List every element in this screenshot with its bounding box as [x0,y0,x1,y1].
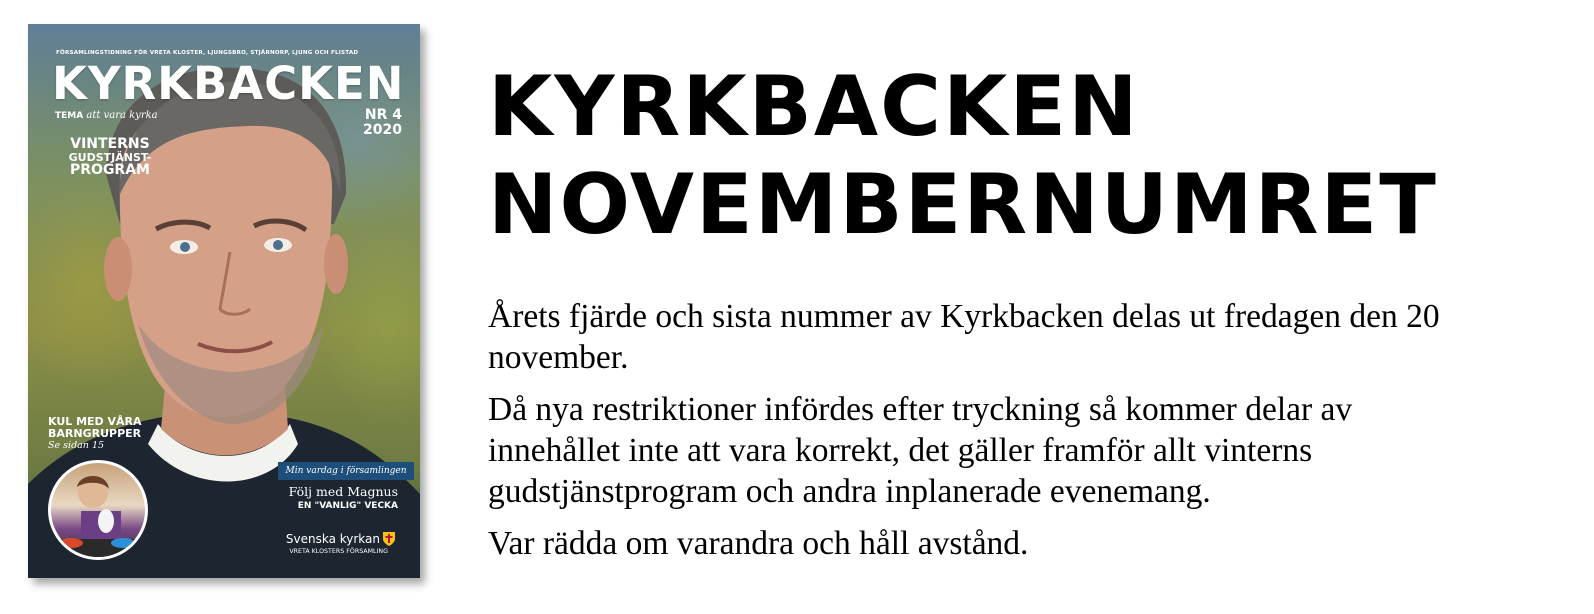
cover-feature-line2: GUDSTJÄNST- [68,151,152,164]
cover-theme-label: TEMA [55,111,84,121]
paragraph-delivery: Årets fjärde och sista nummer av Kyrkbacken delas ut fredagen den 20 november. [488,298,1440,376]
cover-brand-sub: VRETA KLOSTERS FÖRSAMLING [289,548,388,555]
headline-line2: NOVEMBERNUMRET [488,156,1438,253]
cover-kids-line1: KUL MED VÅRA [48,415,142,428]
cover-brand-name: Svenska kyrkan [285,532,380,546]
cover-theme-text: att vara kyrka [86,110,158,121]
headline-line1: KYRKBACKEN [488,58,1140,155]
cover-feature-line3: PROGRAM [70,162,150,178]
cover-kids-line2: BARNGRUPPER [48,427,142,440]
cover-kids-see: Se sidan 15 [48,440,105,451]
cover-week-text: EN "VANLIG" VECKA [297,501,398,511]
cover-issue-year: 2020 [363,122,402,138]
paragraph-greeting: Var rädda om varandra och håll avstånd. [488,525,1029,562]
magazine-cover [28,24,420,578]
cover-feature-kids [48,416,142,452]
cover-follow-text: Följ med Magnus [288,484,398,499]
cover-feature-winter-program [55,138,165,177]
cover-issue-number: NR 4 [364,107,402,123]
announcement-body [488,296,1488,575]
paragraph-restrictions: Då nya restriktioner infördes efter tryckning så kommer delar av innehållet inte att vara korrekt, det gäller framför allt vinterns gudstjänstprogram och andra inplanerade evenemang. [488,391,1353,510]
cover-masthead: KYRKBACKEN [52,57,405,110]
cover-issue [363,108,402,138]
church-shield-icon [382,531,396,547]
cover-feature-line1: VINTERNS [70,136,150,152]
cover-feature-box-label: Min vardag i församlingen [278,462,414,480]
cover-tagline: FÖRSAMLINGSTIDNING FÖR VRETA KLOSTER, LJUNGSBRO, STJÄRNORP, LJUNG OCH FLISTAD [56,50,359,56]
headline [488,58,1548,254]
cover-theme [55,110,158,121]
cover-kids-photo [48,460,148,560]
